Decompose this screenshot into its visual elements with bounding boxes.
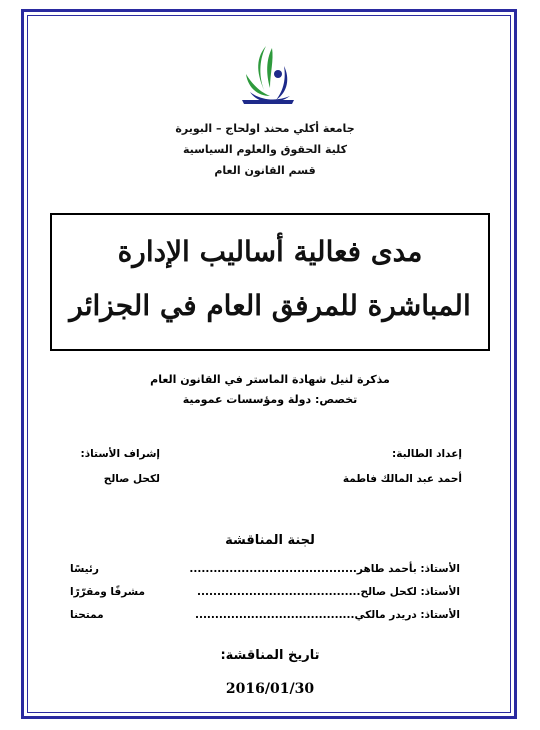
committee-member-1 [70, 563, 460, 575]
supervisor-name: لكحل صالح [103, 473, 160, 485]
member-name: الأستاذ: لكحل صالح......................................... [197, 586, 460, 598]
thesis-title-line-1: مدى فعالية أساليب الإدارة [117, 235, 423, 268]
university-header [150, 118, 380, 181]
member-role: مشرفًا ومقرّرًا [70, 586, 145, 598]
specialty: تخصص: دولة ومؤسسات عمومية [182, 393, 358, 406]
committee-member-2 [70, 586, 460, 598]
member-name: الأستاذ: بأحمد طاهر.......................................... [189, 563, 460, 575]
student-name: أحمد عبد المالك فاطمة [342, 473, 462, 485]
member-role: ممتحنا [70, 609, 104, 621]
university-logo [236, 44, 300, 110]
student-label: إعداد الطالبة: [392, 448, 462, 460]
degree-statement: مذكرة لنيل شهادة الماستر في القانون العام [150, 373, 390, 386]
member-role: رئيسًا [70, 563, 99, 575]
member-name: الأستاذ: دريدر مالكي........................................ [194, 609, 460, 621]
committee-member-3 [70, 609, 460, 621]
supervisor-label: إشراف الأستاذ: [80, 448, 160, 460]
thesis-title-line-2: المباشرة للمرفق العام في الجزائر [69, 289, 471, 322]
faculty-name: كلية الحقوق والعلوم السياسية [182, 143, 348, 156]
defense-date-label: تاريخ المناقشة: [220, 648, 320, 663]
memo-info [100, 370, 440, 410]
defense-date: 2016/01/30 [225, 681, 315, 697]
committee-title: لجنة المناقشة [225, 533, 315, 548]
thesis-title-box [50, 213, 490, 351]
department-name: قسم القانون العام [214, 164, 316, 177]
university-name: جامعة أكلي محند اولحاج – البويرة [175, 122, 355, 135]
